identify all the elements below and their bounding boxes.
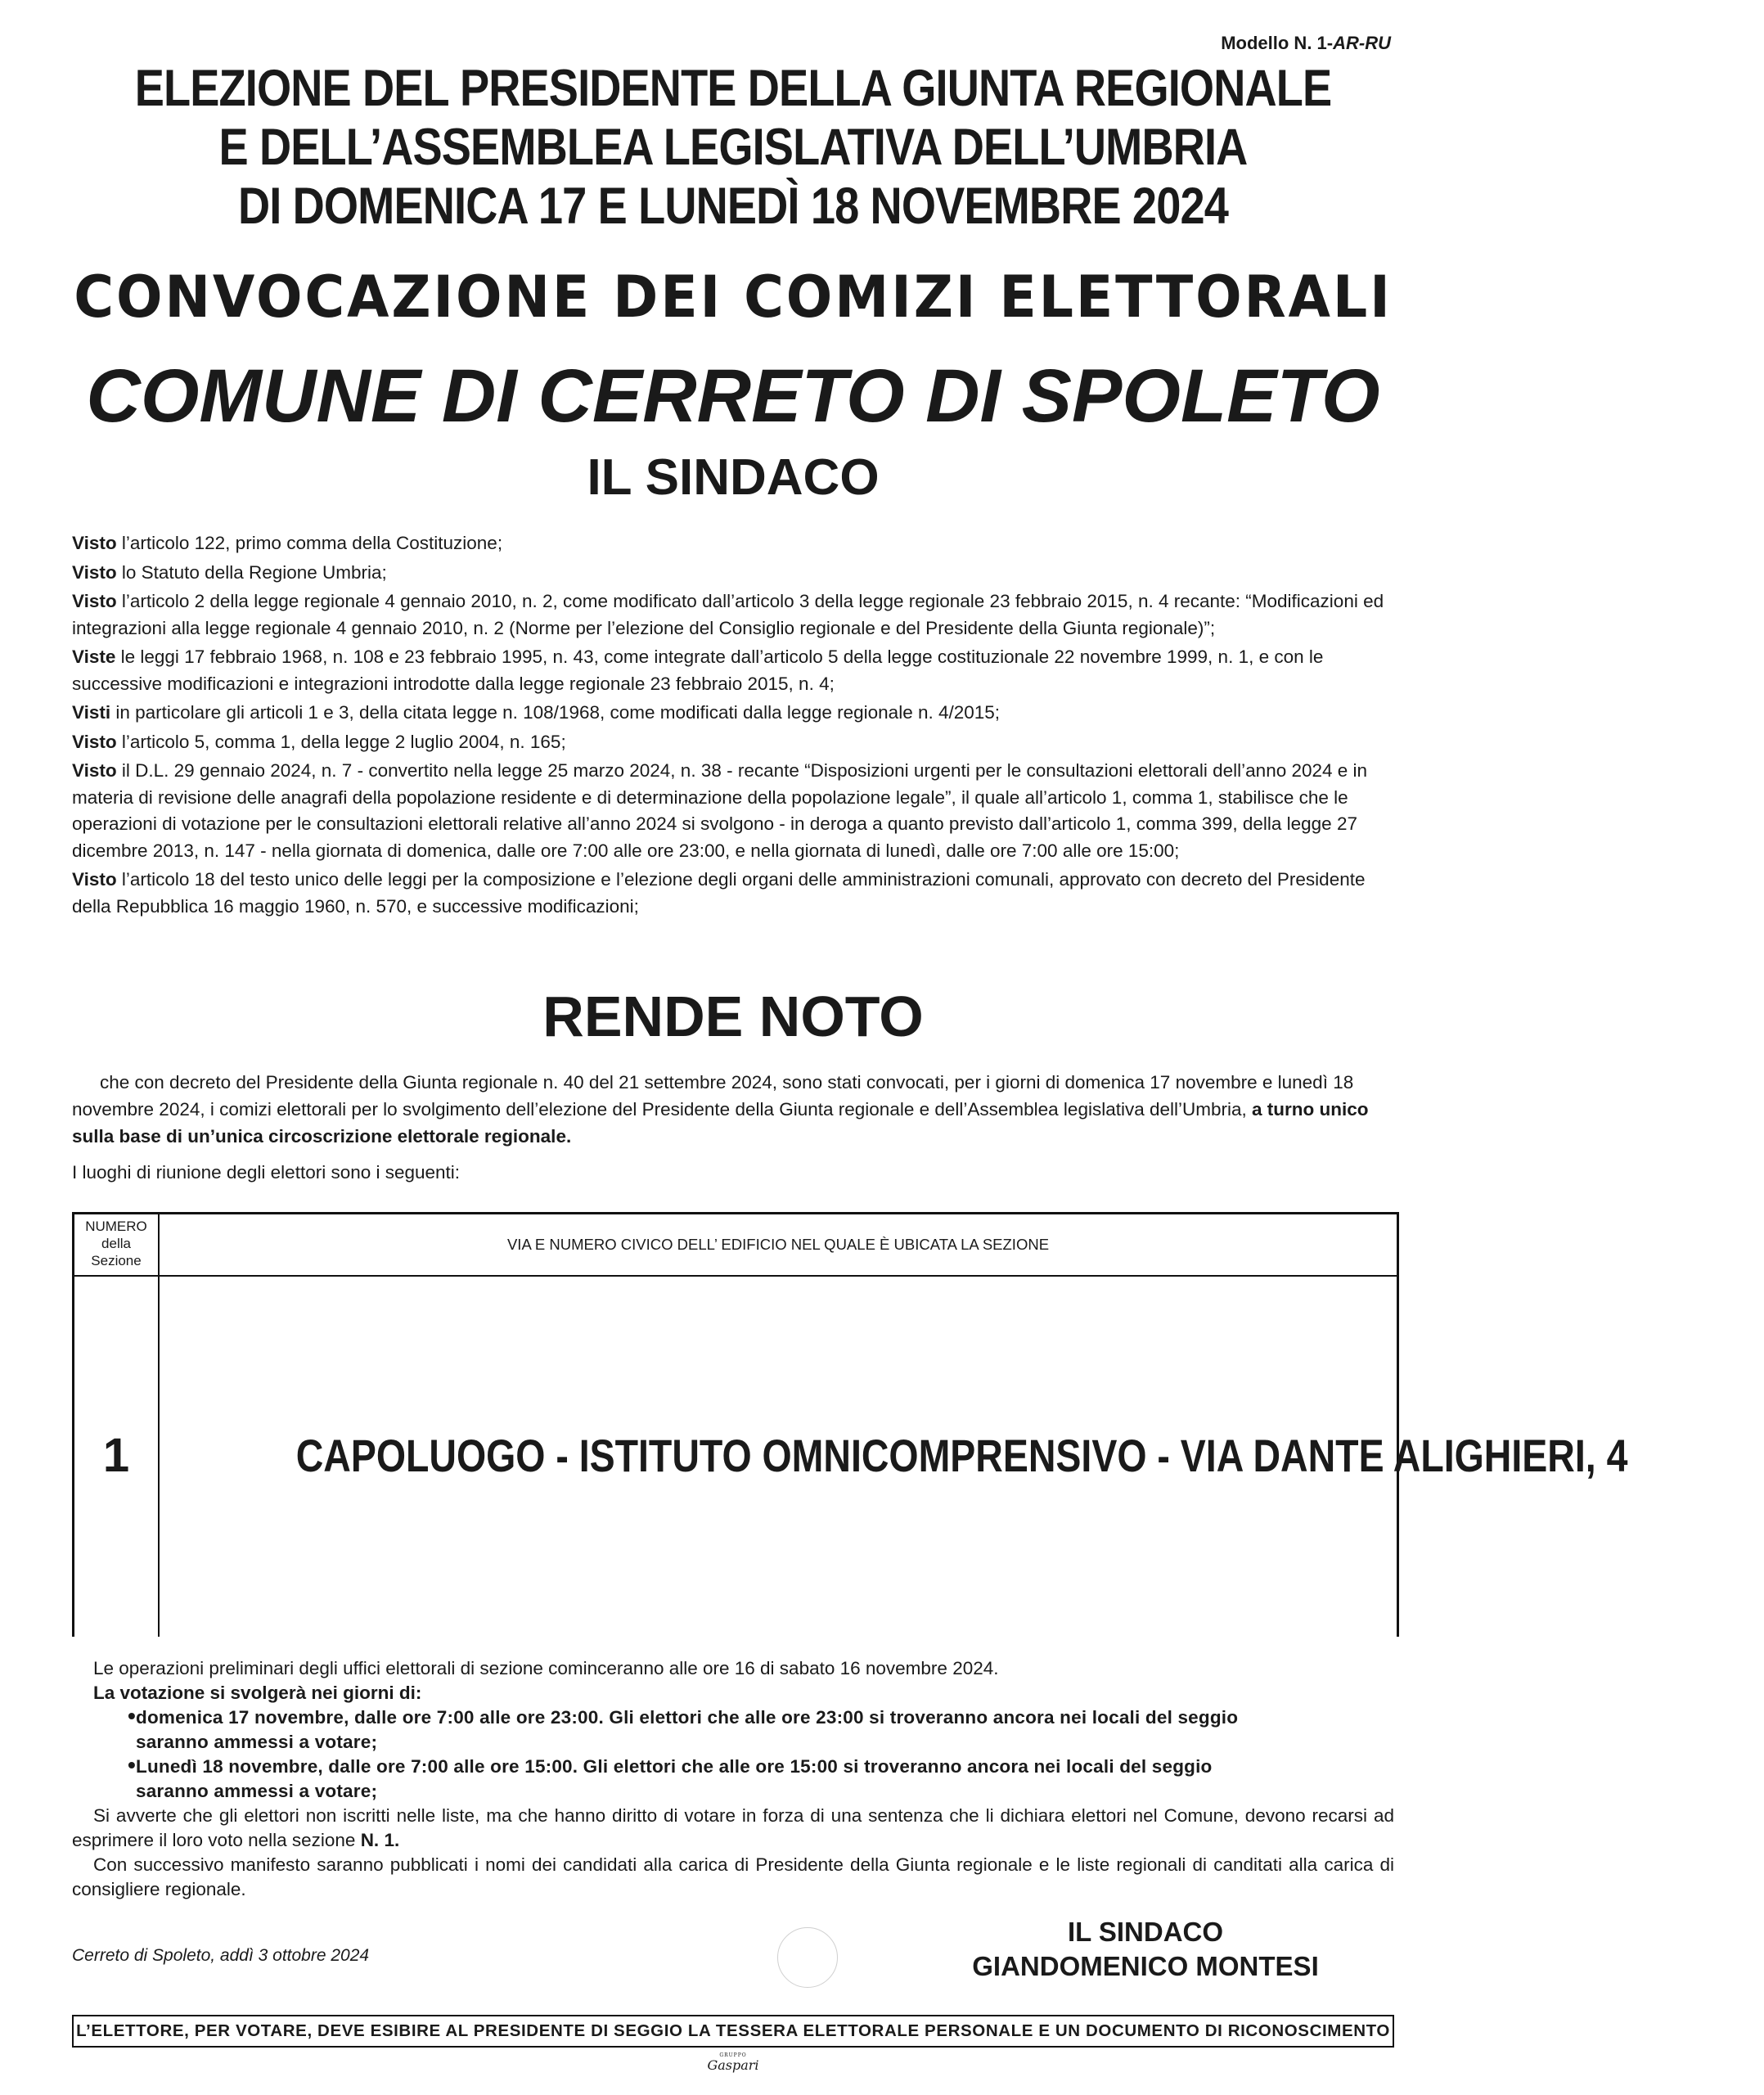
table-header [74, 1214, 1397, 1277]
convocazione-heading: CONVOCAZIONE DEI COMIZI ELETTORALI [74, 264, 1393, 331]
decreto-text: che con decreto del Presidente della Giunta regionale n. 40 del 21 settembre 2024, sono stati convocati, per i giorni di domenica 17 novembre e lunedì 18 novembre 2024, i comizi elettorali per lo svolgimento dell’elezione del Presidente della Giunta regionale e dell’Assemblea legislativa dell’Umbria, [72, 1072, 1354, 1120]
header-via: VIA E NUMERO CIVICO DELL’ EDIFICIO NEL QUALE È UBICATA LA SEZIONE [506, 1236, 1050, 1253]
rende-noto-heading: RENDE NOTO [542, 984, 924, 1048]
visto-item [72, 588, 1394, 642]
modello-prefix: Modello N. 1- [1221, 33, 1334, 53]
signature-role: IL SINDACO [1067, 1917, 1224, 1947]
avverte-paragraph [72, 1804, 1394, 1853]
sezione-address-text: CAPOLUOGO - ISTITUTO OMNICOMPRENSIVO - VIA DANTE ALIGHIERI, 4 [295, 1430, 1628, 1481]
votazione-heading: La votazione si svolgerà nei giorni di: [93, 1683, 422, 1703]
visti-list [72, 530, 1394, 922]
signature-name: GIANDOMENICO MONTESI [972, 1951, 1319, 1981]
bullet-1-line-a: domenica 17 novembre, dalle ore 7:00 alle ore 23:00. Gli elettori che alle ore 23:00 si troveranno ancora nei locali del seggio [136, 1707, 1239, 1728]
visto-text: l’articolo 122, primo comma della Costituzione; [116, 533, 503, 553]
visto-text: l’articolo 5, comma 1, della legge 2 luglio 2004, n. 165; [116, 731, 566, 752]
visto-item [72, 867, 1394, 920]
title-line-1: ELEZIONE DEL PRESIDENTE DELLA GIUNTA REGIONALE [134, 60, 1332, 117]
sezione-address [160, 1275, 1628, 1637]
title-line-2: E DELL’ASSEMBLEA LEGISLATIVA DELL’UMBRIA [218, 119, 1248, 176]
bullet-2-line-a: Lunedì 18 novembre, dalle ore 7:00 alle ore 15:00. Gli elettori che alle ore 15:00 si troveranno ancora nei locali del seggio [136, 1756, 1213, 1777]
bullet-dot: • [128, 1752, 137, 1777]
logo-name: Gaspari [707, 2057, 759, 2073]
visto-text: in particolare gli articoli 1 e 3, della citata legge n. 108/1968, come modificati dalla legge regionale n. 4/2015; [110, 702, 1001, 723]
luoghi-intro: I luoghi di riunione degli elettori sono i seguenti: [72, 1162, 461, 1183]
modello-suffix: AR-RU [1333, 33, 1391, 53]
header-numero-sezione [74, 1214, 158, 1275]
visto-lead: Visto [72, 561, 117, 583]
visto-lead: Visto [72, 869, 117, 890]
visto-text: l’articolo 18 del testo unico delle leggi per la composizione e l’elezione degli organi delle amministrazioni comunali, approvato con decreto del Presidente della Repubblica 16 maggio 1960, n. 570, e successive modificazioni; [72, 869, 1366, 917]
stamp-circle [777, 1927, 838, 1988]
visto-item [72, 530, 1394, 557]
visto-text: il D.L. 29 gennaio 2024, n. 7 - convertito nella legge 25 marzo 2024, n. 38 - recante “Disposizioni urgenti per le consultazioni elettorali dell’anno 2024 e in materia di revisione delle anagrafi della popolazione residente e di determinazione della popolazione legale”, il quale all’articolo 1, comma 1, stabilisce che le operazioni di votazione per le consultazioni elettorali relative all’anno 2024 si svolgono - in deroga a quanto previsto dall’articolo 1, comma 399, della legge 27 dicembre 2013, n. 147 - nella giornata di domenica, dalle ore 7:00 alle ore 23:00, e nella giornata di lunedì, dalle ore 7:00 alle ore 15:00; [72, 760, 1368, 861]
elector-notice: L’ELETTORE, PER VOTARE, DEVE ESIBIRE AL PRESIDENTE DI SEGGIO LA TESSERA ELETTORALE PERSONALE E UN DOCUMENTO DI RICONOSCIMENTO [72, 2015, 1394, 2048]
logo-small-text: GRUPPO [719, 2052, 747, 2058]
visto-lead: Visti [72, 702, 111, 723]
sezioni-table [72, 1212, 1628, 1637]
avverte-bold: N. 1. [360, 1830, 400, 1850]
visto-lead: Visto [72, 760, 117, 781]
bullet-1-line-b: saranno ammessi a votare; [136, 1732, 378, 1752]
preliminari-text: Le operazioni preliminari degli uffici elettorali di sezione cominceranno alle ore 16 di sabato 16 novembre 2024. [93, 1658, 999, 1678]
comune-heading: COMUNE DI CERRETO DI SPOLETO [86, 354, 1380, 438]
visto-lead: Visto [72, 591, 117, 611]
visto-lead: Visto [72, 533, 117, 553]
votazione-bullet-2 [72, 1752, 1394, 1804]
manifesto-paragraph: Con successivo manifesto saranno pubblicati i nomi dei candidati alla carica di Presidente della Giunta regionale e le liste regionali di canditati alla carica di consigliere regionale. [72, 1854, 1394, 1899]
election-title [102, 59, 1363, 236]
visto-item [72, 758, 1394, 864]
visto-item [72, 700, 1394, 727]
dateline: Cerreto di Spoleto, addì 3 ottobre 2024 [72, 1946, 370, 1965]
modello-code [1221, 33, 1391, 54]
header-numero-line-2: della [101, 1236, 131, 1251]
operazioni-section [72, 1656, 1394, 1902]
visto-item [72, 644, 1394, 697]
signature-block [933, 1915, 1358, 1984]
visto-item [72, 560, 1394, 587]
votazione-bullet-1 [72, 1705, 1394, 1755]
sezione-number: 1 [102, 1429, 130, 1482]
title-line-3: DI DOMENICA 17 E LUNEDÌ 18 NOVEMBRE 2024 [237, 178, 1229, 235]
bullet-2-line-b: saranno ammessi a votare; [136, 1781, 378, 1801]
sindaco-heading: IL SINDACO [587, 449, 880, 506]
decreto-paragraph [72, 1069, 1394, 1150]
visto-text: lo Statuto della Regione Umbria; [116, 561, 387, 583]
header-numero-line-3: Sezione [91, 1253, 142, 1268]
visto-lead: Visto [72, 731, 117, 752]
visto-text: l’articolo 2 della legge regionale 4 gennaio 2010, n. 2, come modificato dall’articolo 3 della legge regionale 23 febbraio 2015, n. 4 recante: “Modificazioni ed integrazioni alla legge regionale 4 gennaio 2010, n. 2 (Norme per l’elezione del Consiglio regionale e del Presidente della Giunta regionale)”; [72, 591, 1384, 638]
visto-lead: Viste [72, 647, 116, 667]
decreto-bold: a turno unico sulla base di un’unica circoscrizione elettorale regionale. [72, 1099, 1369, 1147]
visto-text: le leggi 17 febbraio 1968, n. 108 e 23 febbraio 1995, n. 43, come integrate dall’articolo 5 della legge costituzionale 22 novembre 1999, n. 1, e con le successive modificazioni e integrazioni introdotte dalla legge regionale 23 febbraio 2015, n. 4; [72, 647, 1324, 694]
header-numero-line-1: NUMERO [85, 1219, 147, 1234]
bullet-dot: • [128, 1703, 137, 1728]
avverte-text: Si avverte che gli elettori non iscritti nelle liste, ma che hanno diritto di votare in forza di una sentenza che li dichiara elettori nel Comune, devono recarsi ad esprimere il loro voto nella sezione [72, 1805, 1394, 1850]
visto-item [72, 729, 1394, 756]
gaspari-logo [702, 2052, 764, 2072]
